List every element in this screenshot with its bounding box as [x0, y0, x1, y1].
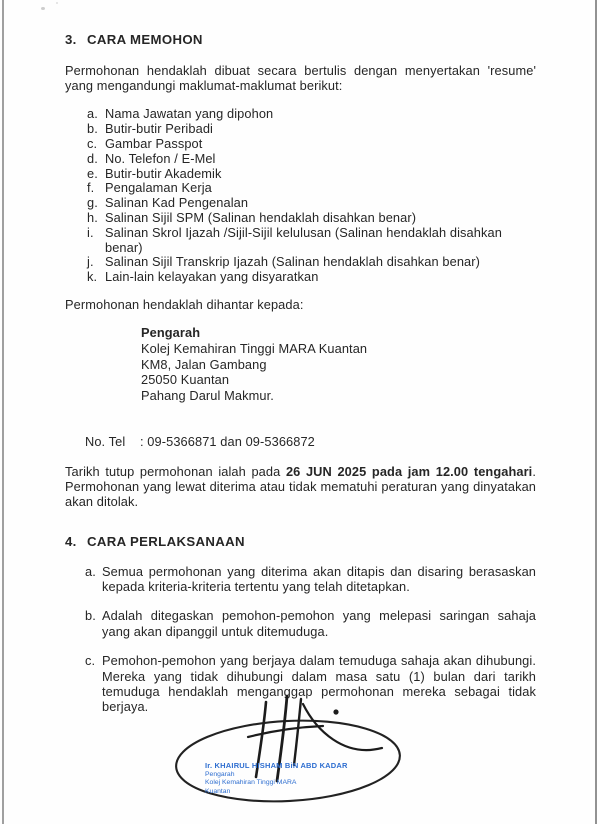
resume-requirements-list — [87, 107, 536, 285]
scan-edge-right — [595, 0, 597, 824]
list-item — [87, 107, 536, 122]
list-item — [85, 564, 536, 594]
list-item-text: Butir-butir Akademik — [105, 165, 222, 181]
scan-speck — [41, 7, 45, 10]
list-item-text: Pemohon-pemohon yang berjaya dalam temuduga sahaja akan dihubungi. Mereka yang tidak dihubungi dalam masa satu (1) bulan dari tarikh temuduga hendaklah menganggap permohonan mereka sebagai tidak berjaya. — [102, 653, 536, 714]
list-item-letter: i. — [87, 224, 94, 240]
section3-heading — [65, 32, 536, 47]
list-item — [87, 137, 536, 152]
phone-numbers: : 09-5366871 dan 09-5366872 — [140, 433, 315, 449]
deadline-bold-text: 26 JUN 2025 pada jam 12.00 tengahari — [285, 463, 533, 479]
list-item-letter: f. — [87, 180, 95, 196]
list-item-text: Pengalaman Kerja — [105, 180, 212, 196]
signatory-title: Pengarah — [205, 770, 235, 778]
section3-intro-paragraph: Permohonan hendaklah dibuat secara bertulis dengan menyertakan 'resume' yang mengandungi maklumat-maklumat berikut: — [65, 63, 536, 94]
list-item — [87, 270, 536, 285]
list-item-text: Salinan Sijil SPM (Salinan hendaklah disahkan benar) — [105, 209, 417, 225]
list-item — [87, 167, 536, 182]
phone-label: No. Tel — [85, 433, 126, 449]
list-item-letter: c. — [87, 136, 98, 151]
list-item-text: Salinan Skrol Ijazah /Sijil-Sijil kelulusan (Salinan hendaklah disahkan benar) — [105, 224, 502, 255]
list-item-text: Salinan Sijil Transkrip Ijazah (Salinan hendaklah disahkan benar) — [105, 254, 480, 270]
list-item-text: Butir-butir Peribadi — [105, 121, 213, 137]
scan-speck — [56, 2, 58, 4]
list-item — [87, 152, 536, 167]
list-item — [87, 122, 536, 137]
address-recipient: Pengarah — [141, 325, 201, 341]
signatory-city: Kuantan — [205, 788, 231, 796]
list-item-letter: a. — [87, 106, 98, 122]
list-item-text: Gambar Passpot — [105, 136, 203, 151]
section3-number: 3. — [65, 32, 77, 47]
list-item-text: Adalah ditegaskan pemohon-pemohon yang melepasi saringan sahaja yang akan dipanggil untuk ditemuduga. — [102, 608, 536, 639]
list-item-text: Nama Jawatan yang dipohon — [105, 106, 274, 122]
list-item-letter: c. — [85, 653, 96, 669]
list-item-letter: k. — [87, 269, 98, 285]
signatory-name: Ir. KHAIRUL HISHAM BiN ABD KADAR — [205, 761, 348, 770]
list-item-letter: a. — [85, 563, 96, 579]
list-item-letter: g. — [87, 195, 98, 211]
address-line: Pahang Darul Makmur. — [141, 387, 274, 403]
list-item — [85, 653, 536, 714]
signature-stamp — [205, 761, 348, 797]
list-item-letter: e. — [87, 165, 98, 181]
section3-title: CARA MEMOHON — [87, 32, 203, 47]
list-item — [87, 181, 536, 196]
list-item-letter: d. — [87, 150, 98, 166]
list-item — [87, 211, 536, 226]
address-block — [141, 325, 536, 404]
address-line: 25050 Kuantan — [141, 372, 230, 388]
closing-text-post: . Permohonan yang lewat diterima atau tidak mematuhi peraturan yang dinyatakan akan ditolak. — [65, 463, 536, 510]
list-item — [87, 255, 536, 270]
signatory-organization: Kolej Kemahiran Tinggi MARA — [205, 779, 297, 787]
list-item — [87, 196, 536, 211]
send-to-line: Permohonan hendaklah dihantar kepada: — [65, 296, 304, 312]
phone-line — [85, 434, 536, 449]
closing-deadline-paragraph — [65, 464, 536, 510]
list-item-letter: b. — [87, 121, 98, 137]
list-item-text: Salinan Kad Pengenalan — [105, 195, 249, 211]
document-body — [65, 0, 536, 714]
list-item — [85, 608, 536, 638]
list-item-letter: j. — [87, 254, 94, 270]
section4-number: 4. — [65, 533, 77, 549]
scan-edge-left — [2, 0, 4, 824]
list-item-letter: h. — [87, 209, 98, 225]
address-line: Kolej Kemahiran Tinggi MARA Kuantan — [141, 340, 368, 356]
section4-heading — [65, 534, 536, 549]
closing-text-pre: Tarikh tutup permohonan ialah pada — [65, 463, 286, 479]
section4-title: CARA PERLAKSANAAN — [87, 533, 245, 549]
list-item-text: Lain-lain kelayakan yang disyaratkan — [105, 269, 319, 285]
list-item-letter: b. — [85, 608, 96, 624]
list-item-text: No. Telefon / E-Mel — [105, 150, 216, 166]
list-item — [87, 226, 536, 256]
list-item-text: Semua permohonan yang diterima akan ditapis dan disaring berasaskan kepada kriteria-kriteria tertentu yang telah ditetapkan. — [102, 563, 536, 594]
implementation-list — [85, 564, 536, 715]
address-line: KM8, Jalan Gambang — [141, 356, 267, 372]
